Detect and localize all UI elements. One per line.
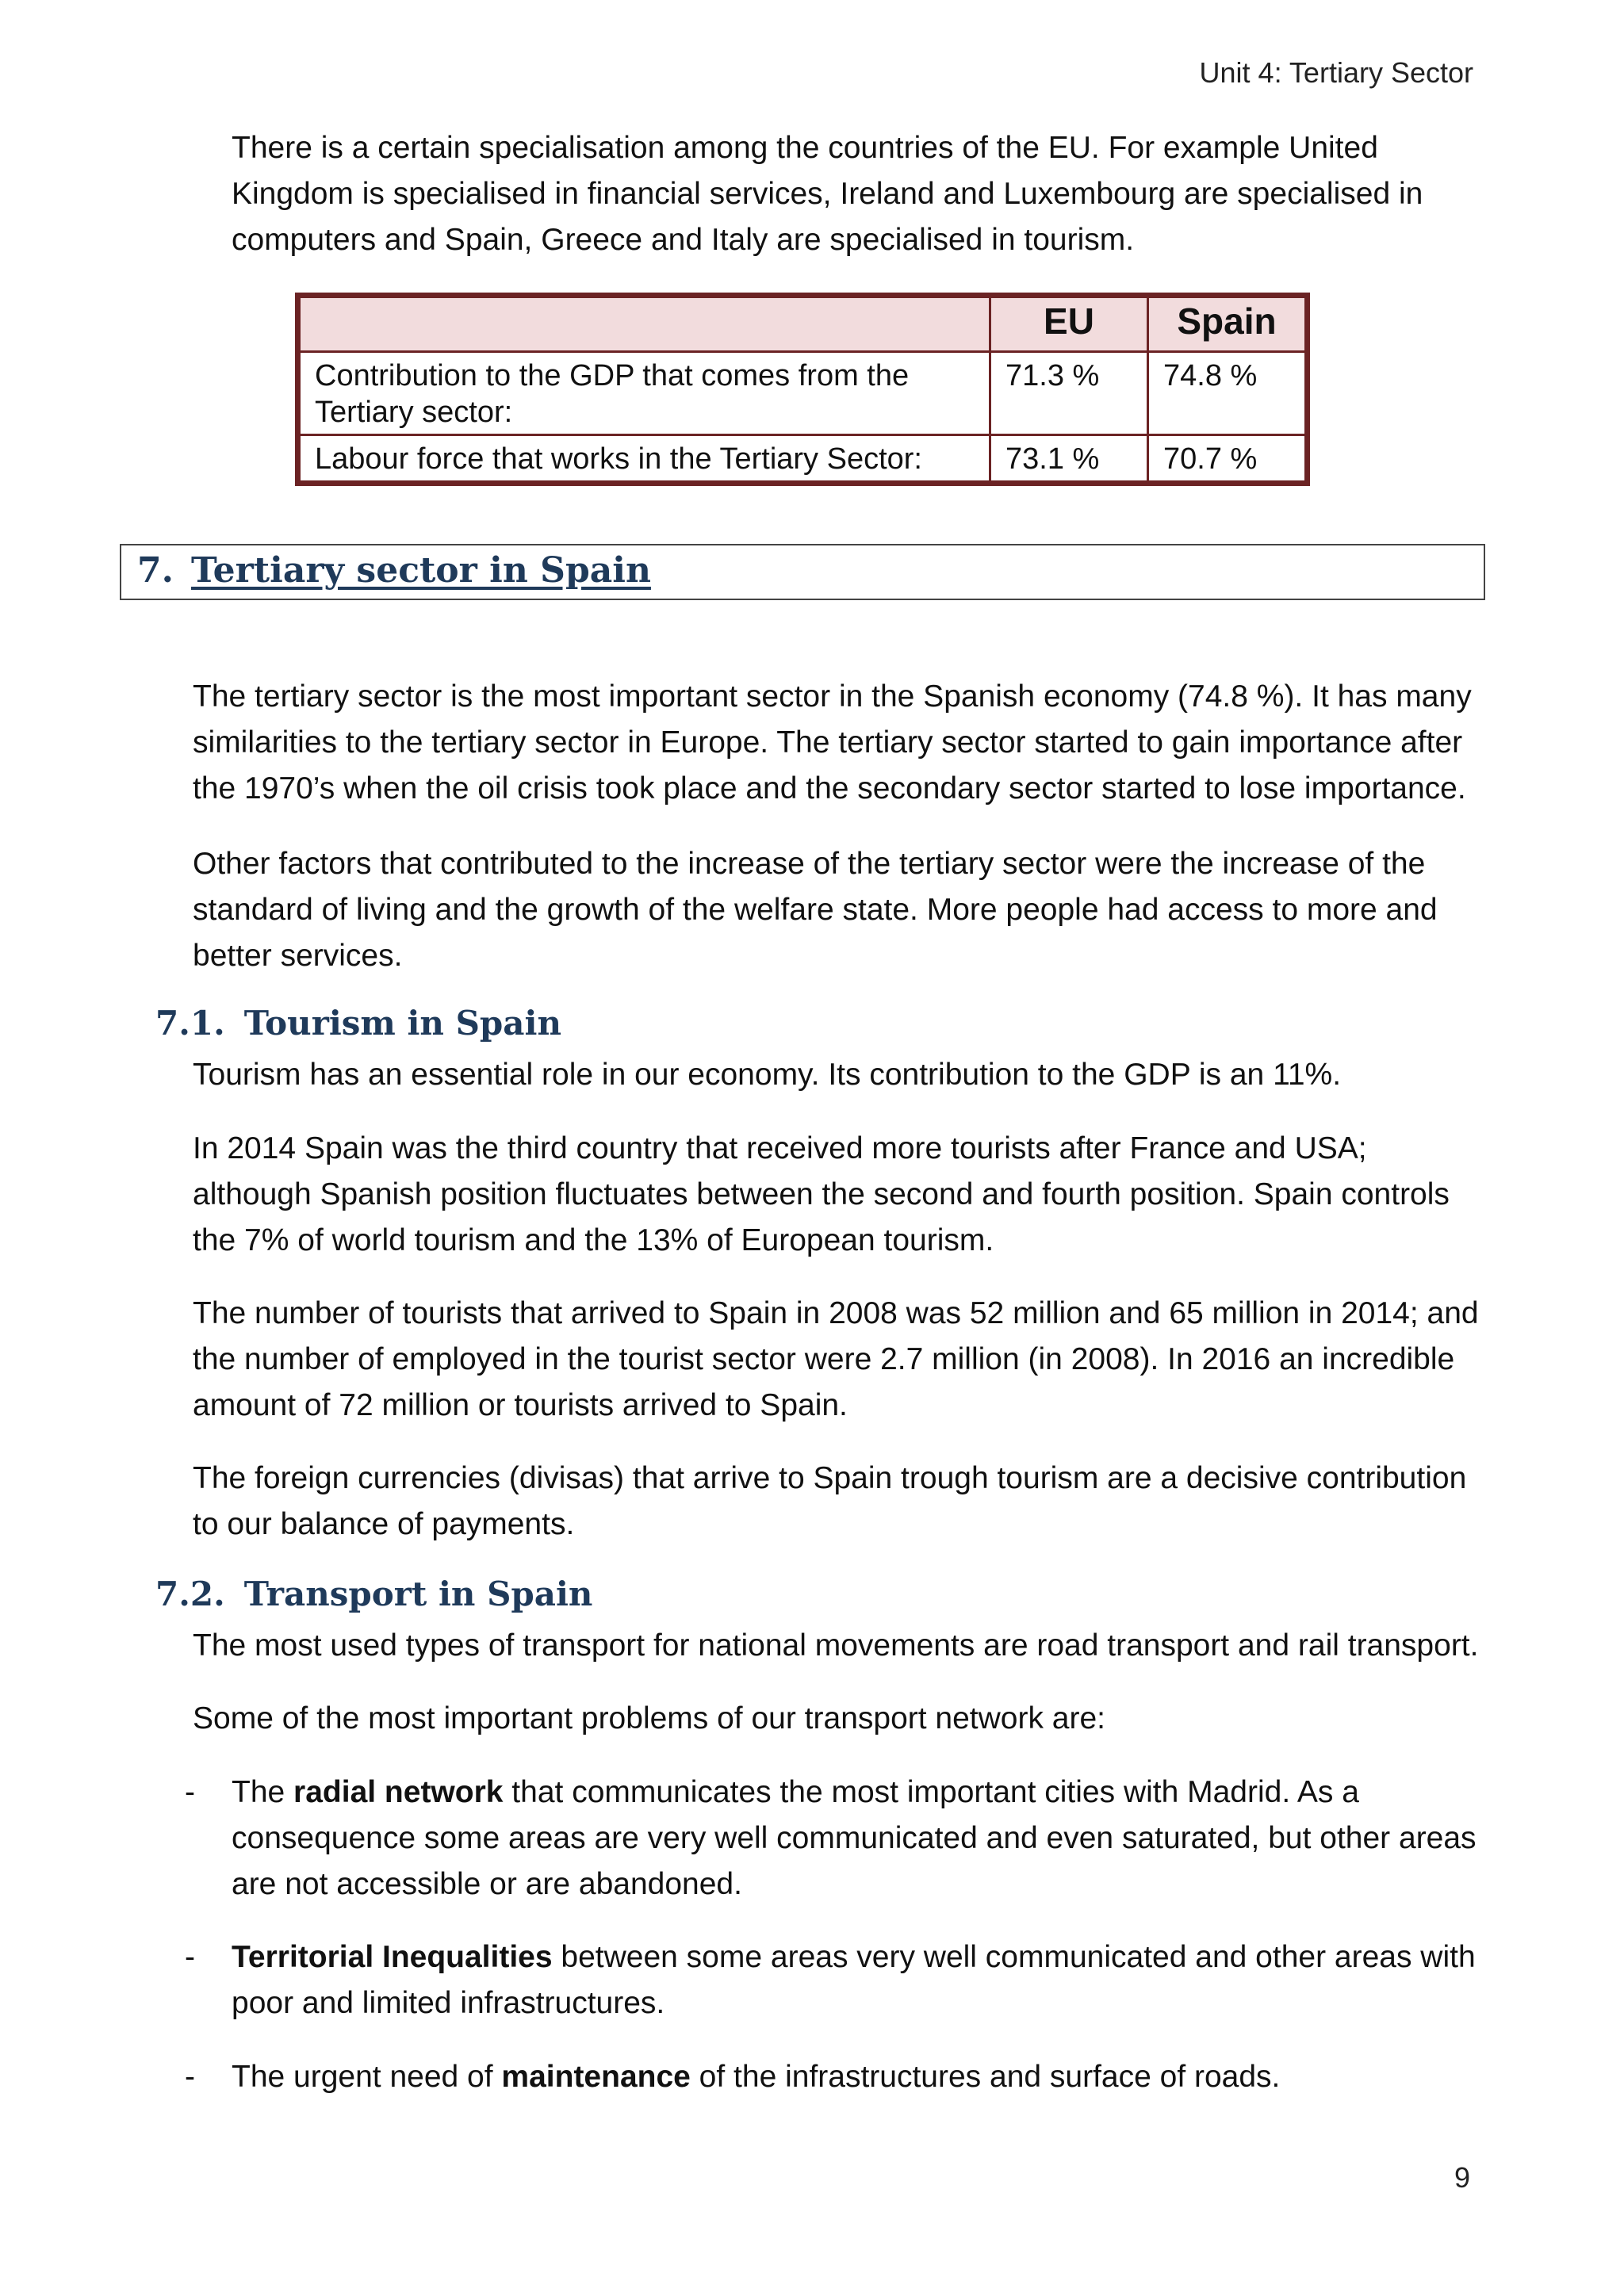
section-paragraph-2: Other factors that contributed to the increase of the tertiary sector were the increase of the standard of living and the growth of the welfare state. More people had access to more and better services. bbox=[193, 847, 1438, 973]
bullet-text-after: of the infrastructures and surface of roads. bbox=[690, 2060, 1281, 2094]
bullet-marker: - bbox=[185, 2060, 195, 2094]
transport-heading bbox=[155, 1575, 592, 1613]
table-header-eu: EU bbox=[990, 296, 1148, 352]
bullet-marker: - bbox=[185, 1940, 195, 1974]
table-cell-spain: 74.8 % bbox=[1148, 352, 1308, 435]
transport-paragraph-1: The most used types of transport for national movements are road transport and rail transport. bbox=[193, 1628, 1479, 1663]
bullet-emphasis: maintenance bbox=[501, 2060, 691, 2094]
table-row bbox=[298, 435, 1308, 484]
tourism-paragraph-2: In 2014 Spain was the third country that received more tourists after France and USA; although Spanish position fluctuates between the second and fourth position. Spain controls the 7% of world tourism and the 13% of European tourism. bbox=[193, 1131, 1450, 1257]
tourism-title: Tourism in Spain bbox=[243, 1004, 561, 1043]
table-cell-label: Contribution to the GDP that comes from the Tertiary sector: bbox=[298, 352, 990, 435]
comparison-table bbox=[295, 293, 1310, 486]
intro-paragraph: There is a certain specialisation among the countries of the EU. For example United Kingdom is specialised in financial services, Ireland and Luxembourg are specialised in computers and Spain, Greece and Italy are specialised in tourism. bbox=[232, 131, 1423, 257]
table-cell-eu: 71.3 % bbox=[990, 352, 1148, 435]
tourism-paragraph-1: Tourism has an essential role in our economy. Its contribution to the GDP is an 11%. bbox=[193, 1058, 1342, 1092]
bullet-marker: - bbox=[185, 1775, 195, 1809]
tourism-number: 7.1. bbox=[155, 1004, 225, 1043]
section-title: Tertiary sector in Spain bbox=[190, 550, 651, 591]
table-row bbox=[298, 352, 1308, 435]
running-header: Unit 4: Tertiary Sector bbox=[1199, 56, 1473, 89]
bullet-item-territorial-inequalities bbox=[232, 1934, 1484, 2026]
bullet-emphasis: Territorial Inequalities bbox=[232, 1940, 553, 1974]
bullet-text-after: that communicates the most important cities with Madrid. As a consequence some areas are very well communicated and even saturated, but other areas are not accessible or are abandoned. bbox=[232, 1775, 1477, 1901]
transport-number: 7.2. bbox=[155, 1575, 225, 1613]
transport-paragraph-2: Some of the most important problems of our transport network are: bbox=[193, 1701, 1106, 1735]
table-cell-eu: 73.1 % bbox=[990, 435, 1148, 484]
tourism-paragraph-4: The foreign currencies (divisas) that arrive to Spain trough tourism are a decisive contribution to our balance of payments. bbox=[193, 1461, 1467, 1541]
bullet-text-after: between some areas very well communicated and other areas with poor and limited infrastructures. bbox=[232, 1940, 1476, 2020]
table-cell-label: Labour force that works in the Tertiary Sector: bbox=[298, 435, 990, 484]
tourism-heading bbox=[155, 1004, 561, 1043]
bullet-text-before: The urgent need of bbox=[232, 2060, 502, 2094]
bullet-item-radial-network bbox=[232, 1770, 1484, 1908]
section-paragraph-1: The tertiary sector is the most important sector in the Spanish economy (74.8 %). It has many similarities to the tertiary sector in Europe. The tertiary sector started to gain importance after the 1970’s when the oil crisis took place and the secondary sector started to lose importance. bbox=[193, 679, 1472, 806]
section-number: 7. bbox=[137, 550, 174, 591]
bullet-item-maintenance bbox=[232, 2054, 1484, 2100]
table-header-row bbox=[298, 296, 1308, 352]
transport-title: Transport in Spain bbox=[243, 1575, 593, 1613]
bullet-emphasis: radial network bbox=[293, 1775, 504, 1809]
bullet-text-before: The bbox=[232, 1775, 294, 1809]
page-number: 9 bbox=[1454, 2161, 1470, 2194]
table-header-spain: Spain bbox=[1148, 296, 1308, 352]
table-cell-spain: 70.7 % bbox=[1148, 435, 1308, 484]
table-header-empty bbox=[298, 296, 990, 352]
tourism-paragraph-3: The number of tourists that arrived to Spain in 2008 was 52 million and 65 million in 2014; and the number of employed in the tourist sector were 2.7 million (in 2008). In 2016 an incredible amount of 72 million or tourists arrived to Spain. bbox=[193, 1296, 1479, 1422]
section-heading bbox=[137, 550, 651, 591]
section-heading-box bbox=[120, 544, 1485, 600]
